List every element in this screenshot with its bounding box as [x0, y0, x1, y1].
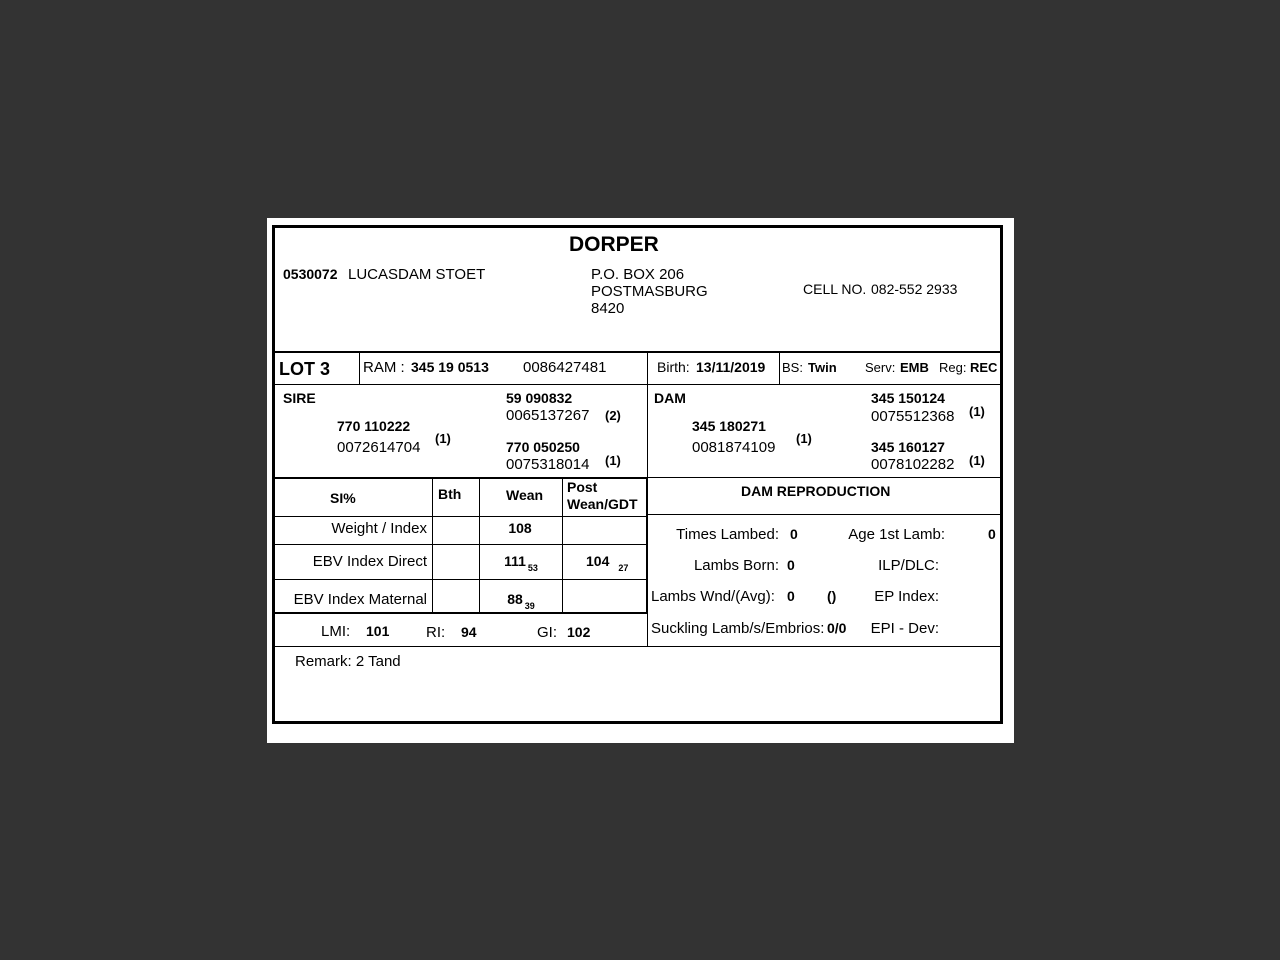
breeder-code: 0530072	[283, 266, 338, 282]
gi-label: GI:	[537, 624, 558, 641]
lot-row-top-border	[275, 351, 1000, 353]
si-row-2-bottom	[275, 579, 648, 580]
sire-sire-number: 59 090832	[506, 390, 573, 406]
wean-value: 111 $_{53}$	[504, 553, 538, 573]
sire-sire-count: (2)	[605, 408, 621, 423]
wean-header: Wean	[506, 487, 544, 503]
lambs-born-value: 0	[787, 557, 795, 573]
si-col-4	[646, 478, 648, 612]
ri-label: RI:	[426, 624, 446, 641]
dam-number: 345 180271	[692, 418, 766, 434]
dam-sire-count: (1)	[969, 404, 985, 419]
ram-label: RAM :	[363, 359, 405, 376]
dam-reproduction-header-bottom	[647, 514, 1000, 515]
row-label: EBV Index Direct	[312, 553, 427, 570]
lmi-value: 101	[366, 623, 390, 639]
times-lambed-value: 0	[790, 526, 798, 542]
reg-value: REC	[970, 360, 998, 375]
post-header-2: Wean/GDT	[567, 496, 638, 512]
lambs-wnd-avg: ()	[827, 588, 837, 604]
lot-card	[272, 225, 1003, 724]
dam-sire-number: 345 150124	[871, 390, 945, 406]
post-value: 104 $_{27}$	[586, 553, 629, 573]
suckling-label: Suckling Lamb/s/Embrios:	[651, 620, 825, 637]
epi-dev-label: EPI - Dev:	[870, 620, 939, 637]
ilp-dlc-label: ILP/DLC:	[878, 557, 939, 574]
address-line-3: 8420	[591, 300, 625, 317]
post-header-1: Post	[567, 479, 598, 495]
dam-dam-count: (1)	[969, 453, 985, 468]
reg-label: Reg:	[939, 360, 967, 375]
ram-number: 345 19 0513	[411, 359, 489, 375]
dam-dam-number: 345 160127	[871, 439, 945, 455]
serv-label: Serv:	[865, 360, 896, 375]
sire-dam-id: 0075318014	[506, 456, 590, 473]
row-label: EBV Index Maternal	[293, 591, 427, 608]
breeder-name: LUCASDAM STOET	[348, 266, 486, 283]
sire-count: (1)	[435, 431, 451, 446]
remark-value: 2 Tand	[355, 653, 401, 670]
lot-divider	[359, 352, 360, 384]
sire-dam-count: (1)	[605, 453, 621, 468]
sire-id: 0072614704	[337, 439, 421, 456]
sire-dam-number: 770 050250	[506, 439, 580, 455]
si-table-bottom-border	[275, 612, 648, 614]
address-line-2: POSTMASBURG	[591, 283, 708, 300]
wean-value: 108	[508, 520, 532, 536]
sire-sire-id: 0065137267	[506, 407, 590, 424]
lmi-label: LMI:	[321, 623, 351, 640]
ep-index-label: EP Index:	[874, 588, 939, 605]
remark	[295, 653, 401, 670]
address-line-1: P.O. BOX 206	[591, 266, 685, 283]
si-col-1	[432, 478, 433, 612]
si-header-bottom	[275, 516, 648, 517]
suckling-value: 0/0	[827, 620, 847, 636]
dam-label: DAM	[654, 390, 686, 406]
dam-sire-id: 0075512368	[871, 408, 955, 425]
lot-row-bottom-border	[275, 384, 1000, 385]
bth-header: Bth	[438, 486, 462, 502]
sire-number: 770 110222	[337, 418, 411, 434]
age-first-lamb-value: 0	[988, 526, 996, 542]
lot-number: LOT 3	[279, 359, 331, 379]
age-first-lamb-label: Age 1st Lamb:	[848, 526, 945, 543]
serv-value: EMB	[900, 360, 929, 375]
cell-label: CELL NO.	[803, 281, 867, 297]
sire-label: SIRE	[283, 390, 316, 406]
bs-label: BS:	[782, 360, 803, 375]
si-row-1-bottom	[275, 544, 648, 545]
ram-id: 0086427481	[523, 359, 607, 376]
ri-value: 94	[461, 624, 477, 640]
bs-value: Twin	[808, 360, 837, 375]
lambs-born-label: Lambs Born:	[693, 557, 779, 574]
row-label: Weight / Index	[331, 520, 427, 537]
catalogue-sheet	[267, 218, 1014, 743]
si-col-3	[562, 478, 563, 612]
dam-dam-id: 0078102282	[871, 456, 955, 473]
lambs-wnd-label: Lambs Wnd/(Avg):	[651, 588, 775, 605]
remark-label: Remark:	[295, 653, 352, 670]
cell-value: 082-552 2933	[871, 281, 958, 297]
dam-count: (1)	[796, 431, 812, 446]
birth-value: 13/11/2019	[696, 359, 766, 375]
lambs-wnd-value: 0	[787, 588, 795, 604]
si-header: SI%	[330, 490, 356, 506]
indices-bottom-border	[275, 646, 1000, 647]
dam-id: 0081874109	[692, 439, 776, 456]
wean-value: 88 $_{39}$	[507, 591, 535, 611]
bs-divider	[779, 352, 780, 384]
dam-reproduction-title: DAM REPRODUCTION	[741, 483, 891, 499]
breed-title: DORPER	[569, 233, 659, 256]
times-lambed-label: Times Lambed:	[676, 526, 779, 543]
gi-value: 102	[567, 624, 591, 640]
birth-divider	[647, 352, 648, 384]
birth-label: Birth:	[657, 359, 690, 375]
